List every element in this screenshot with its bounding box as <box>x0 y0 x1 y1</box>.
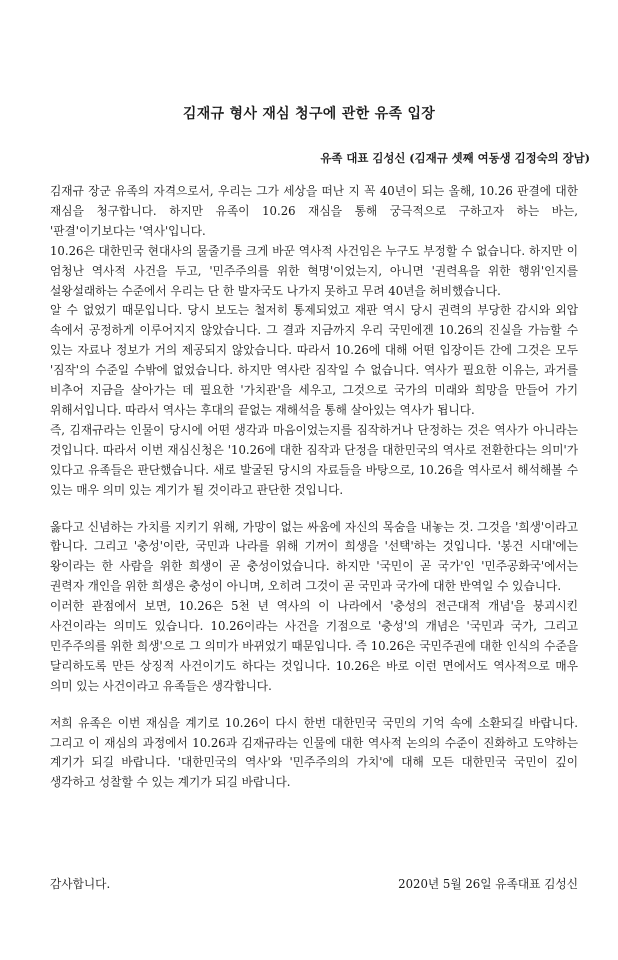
paragraph: 즉, 김재규라는 인물이 당시에 어떤 생각과 마음이었는지를 짐작하거나 단정하는 것은 역사가 아니라는 것입니다. 따라서 이번 재심신청은 '10.26에 대한 짐작과 단정을 대한민국의 역사로 전환한다는 의미'가 있다고 유족들은 판단했습니다. 새로 발굴된 당시의 자료들을 바탕으로, 10.26을 역사로서 해석해볼 수 있는 매우 의미 있는 계기가 될 것이라고 판단한 것입니다. <box>50 422 578 497</box>
paragraph: 옳다고 신념하는 가치를 지키기 위해, 가망이 없는 싸움에 자신의 목숨을 내놓는 것. 그것을 '희생'이라고 합니다. 그리고 '충성'이란, 국민과 나라를 위해 기꺼이 희생을 '선택'하는 것입니다. '봉건 시대'에는 왕이라는 한 사람을 위한 희생이 곧 충성이었습니다. 하지만 '국민이 곧 국가'인 '민주공화국'에서는 권력자 개인을 위한 희생은 충성이 아니며, 오히려 그것이 곧 국민과 국가에 대한 반역일 수 있습니다. <box>50 519 578 594</box>
paragraph: 10.26은 대한민국 현대사의 물줄기를 크게 바꾼 역사적 사건임은 누구도 부정할 수 없습니다. 하지만 이 엄청난 역사적 사건을 두고, '민주주의를 위한 혁명'이었는지, 아니면 '권력욕을 위한 행위'인지를 설왕설래하는 수준에서 우리는 단 한 발자국도 나가지 못하고 무려 40년을 허비했습니다. <box>50 243 578 298</box>
paragraph: 김재규 장군 유족의 자격으로서, 우리는 그가 세상을 떠난 지 꼭 40년이 되는 올해, 10.26 판결에 대한 재심을 청구합니다. 하지만 유족이 10.26 재심을 통해 궁극적으로 구하고자 하는 바는, '판결'이기보다는 '역사'입니다. <box>50 184 578 238</box>
paragraph: 알 수 없었기 때문입니다. 당시 보도는 철저히 통제되었고 재판 역시 당시 권력의 부당한 감시와 외압 속에서 공정하게 이루어지지 않았습니다. 그 결과 지금까지 우리 국민에겐 10.26의 진실을 가늠할 수 있는 자료나 정보가 거의 제공되지 않았습니다. 따라서 10.26에 대해 어떤 입장이든 간에 그것은 모두 '짐작'의 수준일 수밖에 없었습니다. 하지만 역사란 짐작일 수 없습니다. 역사가 필요한 이유는, 과거를 비추어 지금을 살아가는 데 필요한 '가치관'을 세우고, 그것으로 국가의 미래와 희망을 만들어 가기 위해서입니다. 따라서 역사는 후대의 끝없는 재해석을 통해 살아있는 역사가 됩니다. <box>50 303 578 417</box>
paragraph: 저희 유족은 이번 재심을 계기로 10.26이 다시 한번 대한민국 국민의 기억 속에 소환되길 바랍니다. 그리고 이 재심의 과정에서 10.26과 김재규라는 인물에 대한 역사적 논의의 수준이 진화하고 도약하는 계기가 되길 바랍니다. '대한민국의 역사'와 '민주주의의 가치'에 대해 모든 대한민국 국민이 깊이 생각하고 성찰할 수 있는 계기가 되길 바랍니다. <box>50 715 578 790</box>
closing-thanks: 감사합니다. <box>50 877 111 891</box>
closing-signature: 2020년 5월 26일 유족대표 김성신 <box>398 877 578 891</box>
document-body <box>50 182 578 793</box>
document-author: 유족 대표 김성신 (김재규 셋째 여동생 김정숙의 장남) <box>320 151 590 165</box>
paragraph: 이러한 관점에서 보면, 10.26은 5천 년 역사의 이 나라에서 '충성의 전근대적 개념'을 붕괴시킨 사건이라는 의미도 있습니다. 10.26이라는 사건을 기점으로 '충성'의 개념은 '국민과 국가, 그리고 민주주의를 위한 희생'으로 그 의미가 바뀌었기 때문입니다. 즉 10.26은 국민주권에 대한 인식의 수준을 달리하도록 만든 상징적 사건이기도 하다는 것입니다. 10.26은 바로 이런 면에서도 역사적으로 매우 의미 있는 사건이라고 유족들은 생각합니다. <box>50 599 578 693</box>
document-title: 김재규 형사 재심 청구에 관한 유족 입장 <box>182 106 436 122</box>
